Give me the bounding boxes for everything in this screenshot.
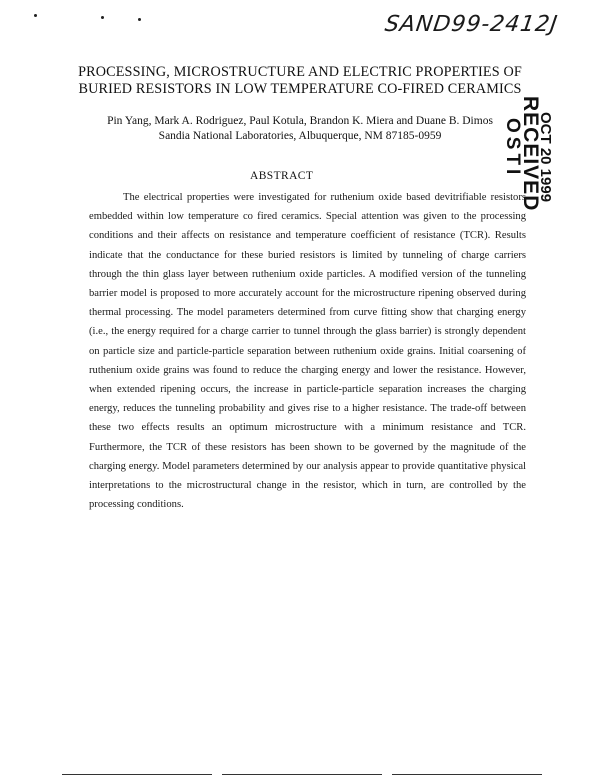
footer-rule xyxy=(222,774,382,775)
osti-stamp: OSTI xyxy=(502,118,523,179)
footer-rule xyxy=(392,774,542,775)
received-stamp-date: OCT 20 1999 xyxy=(537,112,554,203)
received-stamp: RECEIVED xyxy=(519,96,542,212)
abstract-paragraph: The electrical properties were investigated for ruthenium oxide based devitrifiable resistors embedded within low temperature co fired ceramics. Special attention was given to the processing conditions and their affects on resistance and temperature coefficient of resistance (TCR). Results indicate that the conductance for these buried resistors is limited by tunneling of charge carriers through the thin glass layer between ruthenium oxide particles. A modified version of the tunneling barrier model is proposed to more accurately account for the microstructure ripening observed during thermal processing. The model parameters determined from curve fitting show that charging energy (i.e., the energy required for a charge carrier to tunnel through the glass barrier) is strongly dependent on particle size and particle-particle separation between ruthenium oxide grains. Initial coarsening of ruthenium oxide grains was found to reduce the charging energy and lower the resistance. However, when extended ripening occurs, the increase in particle-particle separation increases the charging energy, reduces the tunneling probability and gives rise to a higher resistance. The trade-off between these two effects results an optimum microstructure with a minimum resistance and TCR. Furthermore, the TCR of these resistors has been shown to be governed by the magnitude of the charging energy. Model parameters determined by our analysis appear to provide quantitative physical interpretations to the microstructural change in the resistor, which in turn, are controlled by the processing conditions. xyxy=(89,192,526,511)
handwritten-report-number: SAND99-2412J xyxy=(383,12,560,37)
scan-speck xyxy=(34,14,37,17)
scan-speck xyxy=(138,18,141,21)
footer-rule xyxy=(62,774,212,775)
affiliation: Sandia National Laboratories, Albuquerque, NM 87185-0959 xyxy=(158,130,442,142)
scan-speck xyxy=(101,16,104,19)
abstract-heading: ABSTRACT xyxy=(250,170,314,182)
author-list: Pin Yang, Mark A. Rodriguez, Paul Kotula, Brandon K. Miera and Duane B. Dimos xyxy=(107,115,493,127)
paper-title: PROCESSING, MICROSTRUCTURE AND ELECTRIC PROPERTIES OF BURIED RESISTORS IN LOW TEMPERATURE CO-FIRED CERAMICS xyxy=(78,64,522,97)
author-block xyxy=(80,114,520,144)
